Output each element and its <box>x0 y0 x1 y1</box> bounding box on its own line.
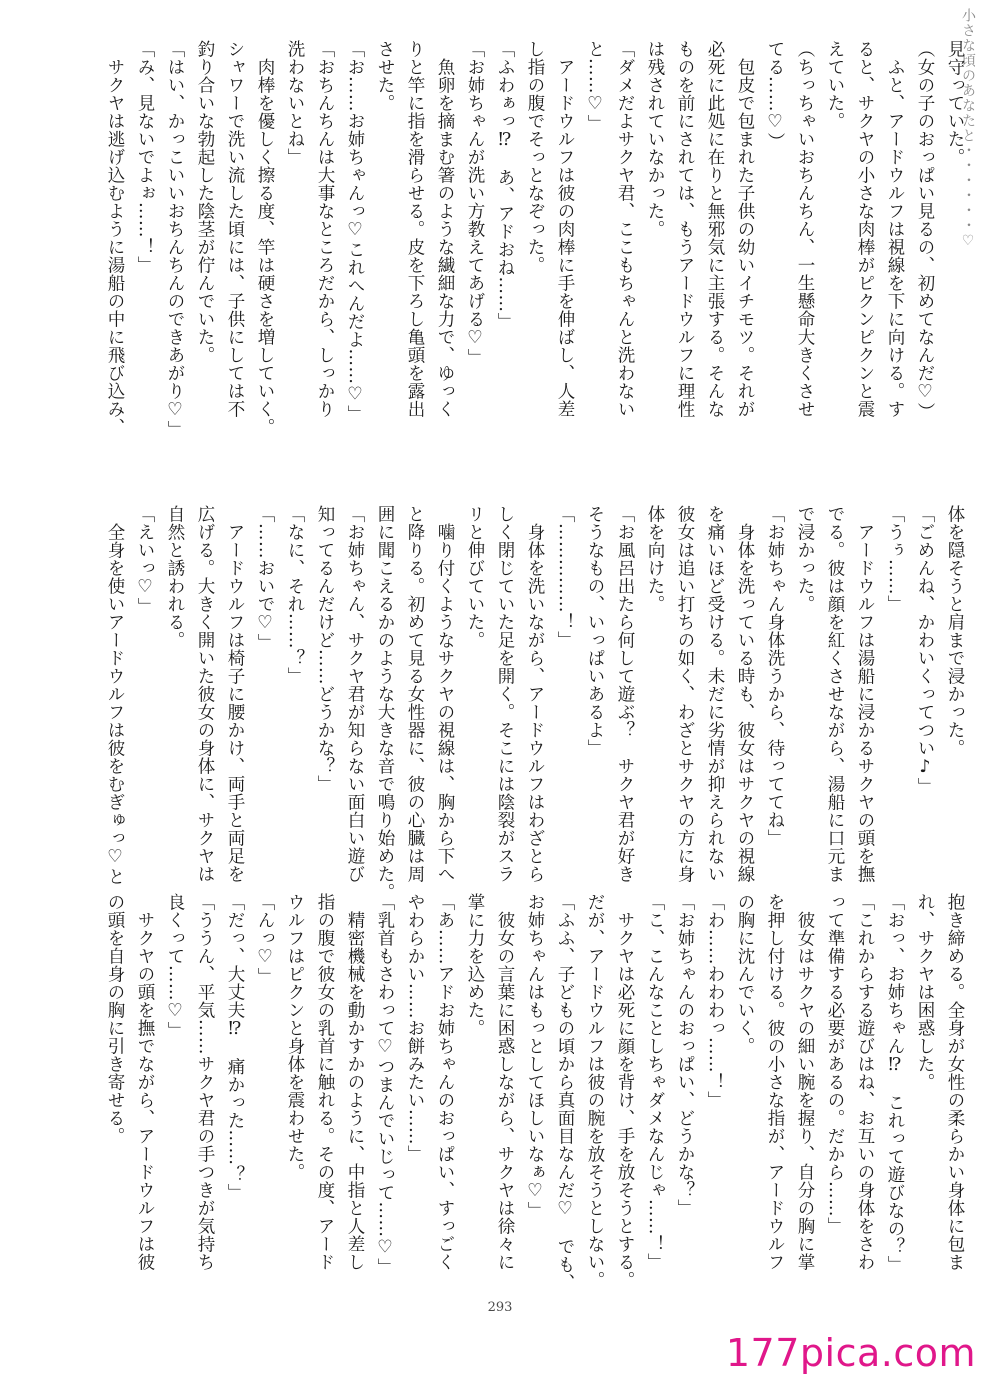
text-column: 肉棒を優しく擦る度、竿は硬さを増していく。 <box>255 40 275 436</box>
text-column: って準備する必要があるの。だから……」 <box>825 893 845 1235</box>
text-column: （ちっちゃいおちんちん、一生懸命大きくさせ <box>795 40 815 418</box>
text-column: だが、アードウルフは彼の腕を放そうとしない。 <box>585 893 605 1289</box>
text-column: ふと、アードウルフは視線を下に向ける。す <box>885 40 905 418</box>
text-column: えていた。 <box>825 40 845 130</box>
text-column: 「ごめんね、かわいくってつい♪」 <box>915 505 935 796</box>
text-column: の胸に沈んでいく。 <box>735 893 755 1055</box>
text-column: 「うぅ……」 <box>885 505 905 613</box>
text-column: 「これからする遊びはね、お互いの身体をさわ <box>855 893 875 1271</box>
text-column: 精密機械を動かすかのように、中指と人差し <box>345 893 365 1271</box>
text-band-bottom <box>105 893 970 1292</box>
text-column: 掌に力を込めた。 <box>465 893 485 1037</box>
watermark-text: 177pica.com <box>725 1331 976 1375</box>
text-column: 全身を使いアードウルフは彼をむぎゅっ♡と <box>105 505 125 886</box>
text-column: 「こ、こんなことしちゃダメなんじゃ……！」 <box>645 893 665 1271</box>
text-column: 洗わないとね」 <box>285 40 305 166</box>
text-column: 「あ……アドお姉ちゃんのおっぱい、すっごく <box>435 893 455 1271</box>
text-column: サクヤは逃げ込むように湯船の中に飛び込み、 <box>105 40 125 436</box>
text-column: 「ううん、平気……サクヤ君の手つきが気持ち <box>195 893 215 1271</box>
text-column: 彼女の言葉に困惑しながら、サクヤは徐々に <box>495 893 515 1271</box>
text-column: シャワーで洗い流した頃には、子供にしては不 <box>225 40 245 418</box>
text-column: 「なに、それ……？」 <box>285 505 305 685</box>
text-column: 「わ……わわわっ……！」 <box>705 893 725 1109</box>
text-column: 良くって……♡」 <box>165 893 185 1040</box>
text-column: 囲に聞こえるかのような大きな音で鳴り始めた。 <box>375 505 395 901</box>
text-column: 「はい、かっこいいおちんちんのできあがり♡」 <box>165 40 185 439</box>
text-column: 身体を洗っている時も、彼女はサクヤの視線 <box>735 505 755 883</box>
text-column: し指の腹でそっとなぞった。 <box>525 40 545 274</box>
text-column: と降りる。初めて見る女性器に、彼の心臓は周 <box>405 505 425 883</box>
text-column: 「お姉ちゃんが洗い方教えてあげる♡」 <box>465 40 485 367</box>
running-header: 小さな頃のあなたと・・・・・・♡ <box>960 8 976 250</box>
text-column: アードウルフは彼の肉棒に手を伸ばし、人差 <box>555 40 575 418</box>
text-column: は残されていなかった。 <box>645 40 665 238</box>
text-column: 「んっ♡」 <box>255 893 275 986</box>
text-column: 自然と誘われる。 <box>165 505 185 649</box>
text-column: お姉ちゃんはもっとしてほしいなぁ♡」 <box>525 893 545 1220</box>
text-column: でる。彼は顔を紅くさせながら、湯船に口元ま <box>825 505 845 883</box>
text-column: ると、サクヤの小さな肉棒がピクンピクンと震 <box>855 40 875 418</box>
text-column: 「えいっ♡」 <box>135 505 155 616</box>
text-column: てる……♡） <box>765 40 785 151</box>
text-column: 彼女は追い打ちの如く、わざとサクヤの方に身 <box>675 505 695 883</box>
text-column: ものを前にされては、もうアードウルフに理性 <box>675 40 695 418</box>
text-column: 釣り合いな勃起した陰茎が佇んでいた。 <box>195 40 215 364</box>
text-column: 知ってるんだけど……どうかな？」 <box>315 505 335 793</box>
text-column: 必死に此処に在りと無邪気に主張する。そんな <box>705 40 725 418</box>
text-column: しく閉じていた足を開く。そこには陰裂がスラ <box>495 505 515 883</box>
text-column: させた。 <box>375 40 395 112</box>
text-column: 抱き締める。全身が女性の柔らかい身体に包ま <box>945 893 965 1271</box>
text-column: 「み、見ないでよぉ……！」 <box>135 40 155 274</box>
text-column: 「ふふ、子どもの頃から真面目なんだ♡ でも、 <box>555 893 575 1292</box>
text-column: サクヤの頭を撫でながら、アードウルフは彼 <box>135 893 155 1271</box>
text-column: 「ふわぁっ⁉ あ、アドおね……」 <box>495 40 515 331</box>
text-column: を押し付ける。彼の小さな指が、アードウルフ <box>765 893 785 1271</box>
text-column: 包皮で包まれた子供の幼いイチモツ。それが <box>735 40 755 418</box>
page-number: 293 <box>487 1300 513 1315</box>
text-column: やわらかい……お餅みたい……」 <box>405 893 425 1163</box>
text-column: 「おっ、お姉ちゃん⁉ これって遊びなの？」 <box>885 893 905 1274</box>
text-column: れ、サクヤは困惑した。 <box>915 893 935 1091</box>
text-column: アードウルフは湯船に浸かるサクヤの頭を撫 <box>855 505 875 883</box>
text-column: 「……………！」 <box>555 505 575 649</box>
text-column: を痛いほど受ける。未だに劣情が抑えられない <box>705 505 725 883</box>
text-column: 広げる。大きく開いた彼女の身体に、サクヤは <box>195 505 215 883</box>
text-column: ウルフはピクンと身体を震わせた。 <box>285 893 305 1181</box>
text-column: サクヤは必死に顔を背け、手を放そうとする。 <box>615 893 635 1289</box>
text-column: （女の子のおっぱい見るの、初めてなんだ♡） <box>915 40 935 421</box>
text-column: と……♡」 <box>585 40 605 133</box>
text-column: の頭を自身の胸に引き寄せる。 <box>105 893 125 1145</box>
text-column: 「おちんちんは大事なところだから、しっかり <box>315 40 335 418</box>
text-column: 「お……お姉ちゃんっ♡これへんだよ……♡」 <box>345 40 365 423</box>
text-column: りと竿に指を滑らせる。皮を下ろし亀頭を露出 <box>405 40 425 418</box>
text-column: 身体を洗いながら、アードウルフはわざとら <box>525 505 545 883</box>
text-column: 「お姉ちゃん身体洗うから、待っててね」 <box>765 505 785 847</box>
text-column: 体を隠そうと肩まで浸かった。 <box>945 505 965 757</box>
text-column: で浸かった。 <box>795 505 815 613</box>
text-band-middle <box>105 505 970 901</box>
text-band-top <box>105 40 970 480</box>
text-column: アードウルフは椅子に腰かけ、両手と両足を <box>225 505 245 883</box>
text-column: 「乳首もさわって♡つまんでいじって……♡」 <box>375 893 395 1276</box>
text-column: 彼女はサクヤの細い腕を握り、自分の胸に掌 <box>795 893 815 1271</box>
text-column: 「……おいで♡」 <box>255 505 275 652</box>
text-column: 「お風呂出たら何して遊ぶ？ サクヤ君が好き <box>615 505 635 883</box>
text-column: 「だっ、大丈夫⁉ 痛かった……？」 <box>225 893 245 1202</box>
text-column: 噛り付くようなサクヤの視線は、胸から下へ <box>435 505 455 883</box>
text-column: 見守っていた。 <box>945 40 965 166</box>
text-column: 指の腹で彼女の乳首に触れる。その度、アード <box>315 893 335 1271</box>
text-column: 魚卵を摘まむ箸のような繊細な力で、ゆっく <box>435 40 455 418</box>
text-column: 「お姉ちゃんのおっぱい、どうかな？」 <box>675 893 695 1217</box>
text-column: 体を向けた。 <box>645 505 665 613</box>
text-column: 「ダメだよサクヤ君、ここもちゃんと洗わない <box>615 40 635 418</box>
text-column: リと伸びていた。 <box>465 505 485 649</box>
text-column: 「お姉ちゃん、サクヤ君が知らない面白い遊び <box>345 505 365 883</box>
text-column: そうなもの、いっぱいあるよ」 <box>585 505 605 757</box>
